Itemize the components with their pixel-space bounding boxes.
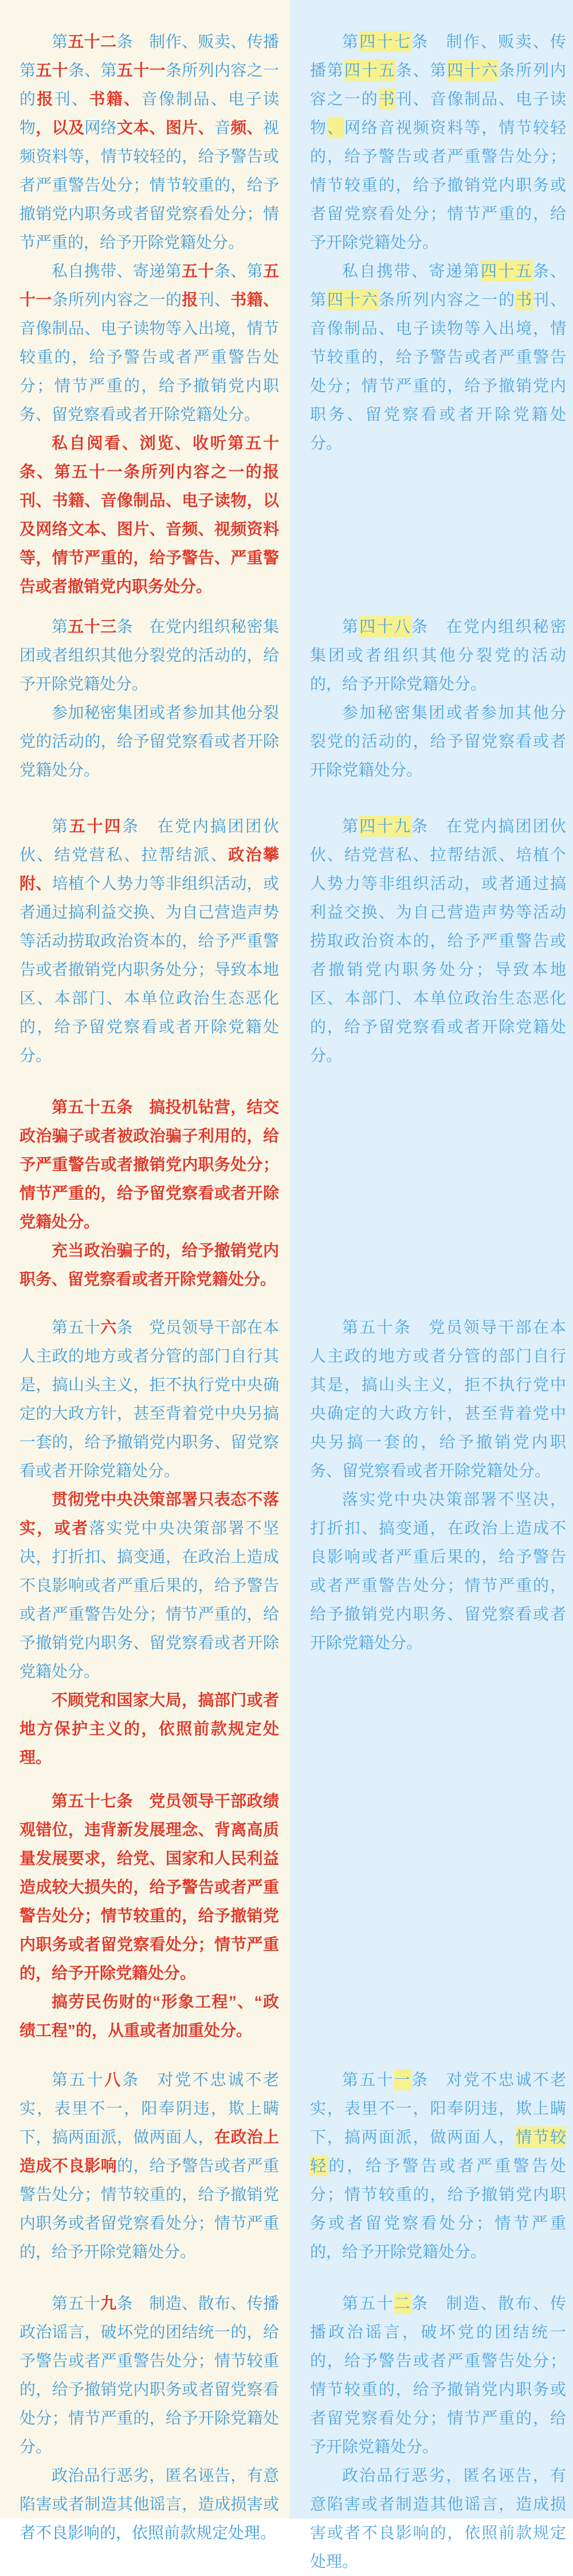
original-article-cell xyxy=(289,1313,573,1772)
original-article-cell xyxy=(289,612,573,784)
diff-highlight: 、 xyxy=(327,117,344,138)
body-text: 政治品行恶劣，匿名诬告，有意陷害或者制造其他谣言，造成损害或者不良影响的，依照前款规定处理。 xyxy=(310,2466,566,2570)
body-text: 条所列内容之一的 xyxy=(19,61,279,108)
added-text: 第五十七条 党员领导干部政绩观错位，违背新发展理念、背离高质量发展要求，给党、国家和人民利益造成较大损失的，给予警告或者严重警告处分；情节较重的，给予撤销党内职务或者留党察看处分；情节严重的，给予开除党籍处分。 xyxy=(19,1792,279,1982)
revised-article-cell xyxy=(0,812,289,1070)
body-text: 条 在党内搞团团伙伙、结党营私、拉帮结派、 xyxy=(19,817,279,864)
body-text: 第五十 xyxy=(52,1318,101,1336)
original-article-cell xyxy=(289,1787,573,2045)
article-paragraph xyxy=(310,28,566,257)
diff-highlight: 书 xyxy=(379,88,396,110)
added-text: 八 xyxy=(104,2071,122,2089)
article-paragraph xyxy=(19,2066,279,2266)
article-paragraph xyxy=(19,429,279,601)
body-text: 条 对党不忠诚不老实，表里不一，阳奉阴违，欺上瞒下，搞两面派，做两面人， xyxy=(310,2071,566,2146)
article-row xyxy=(0,2289,573,2576)
added-text: 第五十五条 搞投机钻营，结交政治骗子或者被政治骗子利用的，给予严重警告或者撤销党内职务处分；情节严重的，给予留党察看或者开除党籍处分。 xyxy=(19,1098,279,1231)
article-row xyxy=(0,1313,573,1772)
body-text: 条 在党内搞团团伙伙、结党营私、拉帮结派、培植个人势力等非组织活动，或者通过搞利益交换、为自己营造声势等活动捞取政治资本的，给予严重警告或者撤销党内职务处分；导致本地区、本部门、本单位政治生态恶化的，给予留党察看或者开除党籍处分。 xyxy=(310,817,566,1064)
body-text: 第 xyxy=(52,618,68,635)
body-text: 第 xyxy=(342,618,360,635)
added-text: 贯彻党中央决策部署只表态不落实，或者 xyxy=(19,1490,279,1537)
body-text: 刊、音像制品、电子读物 xyxy=(310,90,566,136)
original-article-cell xyxy=(289,2066,573,2266)
revised-article-cell xyxy=(0,28,289,601)
body-text: 第五十 xyxy=(52,2071,105,2089)
article-row xyxy=(0,812,573,1070)
body-text: 音 xyxy=(214,119,231,136)
article-row xyxy=(0,2066,573,2266)
added-text: 私自阅看、浏览、收听第五十条、第五十一条所列内容之一的报刊、书籍、音像制品、电子读物，以及网络文本、图片、音频、视频资料等，情节严重的，给予警告、严重警告或者撤销党内职务处分。 xyxy=(19,434,279,595)
article-paragraph xyxy=(19,1093,279,1236)
original-article-cell xyxy=(289,1093,573,1294)
diff-highlight: 情节较轻 xyxy=(310,2126,566,2176)
article-paragraph xyxy=(19,1236,279,1294)
diff-highlight: 一 xyxy=(394,2069,411,2090)
added-text: 政治攀附、 xyxy=(19,846,279,892)
article-row xyxy=(0,1093,573,1294)
body-text: 第五十条 党员领导干部在本人主政的地方或者分管的部门自行其是，搞山头主义，拒不执行党中央确定的大政方针，甚至背着党中央另搞一套的，给予撤销党内职务、留党察看或者开除党籍处分。 xyxy=(310,1318,566,1480)
body-text: 条、第 xyxy=(310,262,566,309)
article-paragraph xyxy=(310,257,566,458)
body-text: 网络 xyxy=(84,119,117,136)
added-text: 九 xyxy=(100,2294,117,2312)
article-paragraph xyxy=(310,2066,566,2266)
original-article-cell xyxy=(289,28,573,601)
revised-article-cell xyxy=(0,1313,289,1772)
body-text: 参加秘密集团或者参加其他分裂党的活动的，给予留党察看或者开除党籍处分。 xyxy=(310,704,566,779)
body-text: 条 党员领导干部在本人主政的地方或者分管的部门自行其是，搞山头主义，拒不执行党中央确定的大政方针，甚至背着党中央另搞一套的，给予撤销党内职务、留党察看或者开除党籍处分。 xyxy=(19,1318,279,1480)
body-text: 条 制作、贩卖、传播第 xyxy=(19,33,279,79)
body-text: 刊、 xyxy=(198,291,231,309)
added-text: 六 xyxy=(100,1318,117,1336)
article-paragraph xyxy=(19,698,279,784)
diff-highlight: 四十五 xyxy=(344,60,396,81)
original-article-cell xyxy=(289,812,573,1070)
article-paragraph xyxy=(19,2289,279,2461)
article-paragraph xyxy=(19,1313,279,1485)
diff-highlight: 四十八 xyxy=(359,616,411,637)
added-text: 不顾党和国家大局，搞部门或者地方保护主义的，依照前款规定处理。 xyxy=(19,1691,279,1766)
added-text: 五十 xyxy=(182,262,214,280)
original-article-cell xyxy=(289,2289,573,2576)
added-text: 频、 xyxy=(230,119,263,136)
article-paragraph xyxy=(310,1485,566,1657)
body-text: 私自携带、寄递第 xyxy=(342,262,481,280)
body-text: 条所列内容之一的 xyxy=(52,291,182,309)
body-text: 音像制品、电子读物 xyxy=(19,90,279,136)
revised-article-cell xyxy=(0,2066,289,2266)
body-text: 刊、音像制品、电子读物等入出境，情节较重的，给予警告或者严重警告处分；情节严重的，给予撤销党内职务、留党察看或者开除党籍处分。 xyxy=(310,291,566,452)
article-paragraph xyxy=(19,2461,279,2547)
article-paragraph xyxy=(310,612,566,698)
added-text: 报 xyxy=(37,90,54,108)
article-paragraph xyxy=(19,1787,279,1988)
added-text: ，以及 xyxy=(36,119,85,136)
body-text: 条 在党内组织秘密集团或者组织其他分裂党的活动的，给予开除党籍处分。 xyxy=(19,618,279,693)
body-text: 参加秘密集团或者参加其他分裂党的活动的，给予留党察看或者开除党籍处分。 xyxy=(19,704,279,779)
article-paragraph xyxy=(310,812,566,1070)
article-paragraph xyxy=(19,612,279,698)
article-paragraph xyxy=(19,257,279,429)
body-text: 网络音视频资料等，情节较轻的，给予警告或者严重警告处分；情节较重的，给予撤销党内职务或者留党察看处分；情节严重的，给予开除党籍处分。 xyxy=(310,119,566,251)
body-text: 条 制造、散布、传播政治谣言，破坏党的团结统一的，给予警告或者严重警告处分；情节较重的，给予撤销党内职务或者留党察看处分；情节严重的，给予开除党籍处分。 xyxy=(310,2294,566,2456)
body-text: 条 对党不忠诚不老实，表里不一，阳奉阴违，欺上瞒下，搞两面派，做两面人， xyxy=(19,2071,279,2146)
body-text: 条 制作、贩卖、传播第 xyxy=(310,33,566,79)
body-text: 第 xyxy=(52,33,68,50)
article-row xyxy=(0,28,573,601)
body-text: 第五十 xyxy=(342,2294,394,2312)
added-text: 充当政治骗子的，给予撤销党内职务、留党察看或者开除党籍处分。 xyxy=(19,1242,279,1288)
body-text: 条所列内容之一的 xyxy=(378,291,516,309)
added-text: 五十二 xyxy=(68,33,117,50)
body-text: 条 在党内组织秘密集团或者组织其他分裂党的活动的，给予开除党籍处分。 xyxy=(310,618,566,693)
body-text: 落实党中央决策部署不坚决，打折扣、搞变通，在政治上造成不良影响或者严重后果的，给予警告或者严重警告处分；情节严重的，给予撤销党内职务、留党察看或者开除党籍处分。 xyxy=(19,1519,279,1680)
added-text: 书籍、 xyxy=(89,90,142,108)
body-text: 视频资料等，情节较轻的，给予警告或者严重警告处分；情节较重的，给予撤销党内职务或者留党察看处分；情节严重的，给予开除党籍处分。 xyxy=(19,119,279,251)
body-text: 的，给予警告或者严重警告处分；情节较重的，给予撤销党内职务或者留党察看处分；情节严重的，给予开除党籍处分。 xyxy=(19,2157,279,2261)
body-text: 第五十 xyxy=(342,2071,394,2089)
diff-highlight: 四十七 xyxy=(359,31,411,52)
article-row xyxy=(0,1787,573,2045)
added-text: 五十 xyxy=(36,61,69,79)
body-text: 刊、 xyxy=(54,90,89,108)
body-text: 政治品行恶劣，匿名诬告，有意陷害或者制造其他谣言，造成损害或者不良影响的，依照前款规定处理。 xyxy=(19,2466,279,2542)
body-text: 第 xyxy=(52,817,69,835)
revised-article-cell xyxy=(0,1787,289,2045)
diff-highlight: 四十六 xyxy=(327,289,379,310)
added-text: 五十四 xyxy=(69,817,122,835)
article-paragraph xyxy=(310,1313,566,1485)
revised-article-cell xyxy=(0,1093,289,1294)
body-text: 的，给予警告或者严重警告处分；情节较重的，给予撤销党内职务或者留党察看处分；情节严重的，给予开除党籍处分。 xyxy=(310,2157,566,2261)
diff-highlight: 书 xyxy=(516,289,533,310)
body-text: 音像制品、电子读物等入出境，情节较重的，给予警告或者严重警告处分；情节严重的，给予撤销党内职务、留党察看或者开除党籍处分。 xyxy=(19,319,279,423)
article-row xyxy=(0,612,573,784)
article-paragraph xyxy=(19,812,279,1070)
body-text: 落实党中央决策部署不坚决，打折扣、搞变通，在政治上造成不良影响或者严重后果的，给予警告或者严重警告处分；情节严重的，给予撤销党内职务、留党察看或者开除党籍处分。 xyxy=(310,1490,566,1652)
added-text: 在政治上造成不良影响 xyxy=(19,2128,279,2175)
added-text: 五十一 xyxy=(117,61,166,79)
revised-article-cell xyxy=(0,612,289,784)
body-text: 条所列内容之一的 xyxy=(310,61,566,108)
diff-highlight: 四十六 xyxy=(447,60,499,81)
article-paragraph xyxy=(19,1686,279,1772)
body-text: 私自携带、寄递第 xyxy=(52,262,182,280)
body-text: 条 制造、散布、传播政治谣言，破坏党的团结统一的，给予警告或者严重警告处分；情节较重的，给予撤销党内职务或者留党察看处分；情节严重的，给予开除党籍处分。 xyxy=(19,2294,279,2456)
body-text: 第 xyxy=(342,33,360,50)
article-paragraph xyxy=(310,2289,566,2461)
body-text: 条、第 xyxy=(68,61,117,79)
diff-highlight: 四十五 xyxy=(481,260,533,282)
article-paragraph xyxy=(19,1988,279,2045)
added-text: 书籍、 xyxy=(230,291,279,309)
article-paragraph xyxy=(19,28,279,257)
body-text: 条、第 xyxy=(395,61,448,79)
article-paragraph xyxy=(19,1485,279,1686)
added-text: 报 xyxy=(182,291,198,309)
diff-highlight: 二 xyxy=(394,2293,411,2314)
body-text: 培植个人势力等非组织活动，或者通过搞利益交换、为自己营造声势等活动捞取政治资本的，给予严重警告或者撤销党内职务处分；导致本地区、本部门、本单位政治生态恶化的，给予留党察看或者开除党籍处分。 xyxy=(19,875,279,1064)
body-text: 第五十 xyxy=(52,2294,101,2312)
added-text: 搞劳民伤财的“形象工程”、“政绩工程”的，从重或者加重处分。 xyxy=(19,1993,279,2039)
article-paragraph xyxy=(310,698,566,784)
body-text: 第 xyxy=(342,817,360,835)
added-text: 五十三 xyxy=(68,618,117,635)
body-text: 条、第 xyxy=(214,262,263,280)
article-paragraph xyxy=(310,2461,566,2576)
added-text: 文本、图片、 xyxy=(116,119,214,136)
revised-article-cell xyxy=(0,2289,289,2576)
diff-highlight: 四十九 xyxy=(359,815,411,837)
added-text: 五十一 xyxy=(19,262,279,309)
